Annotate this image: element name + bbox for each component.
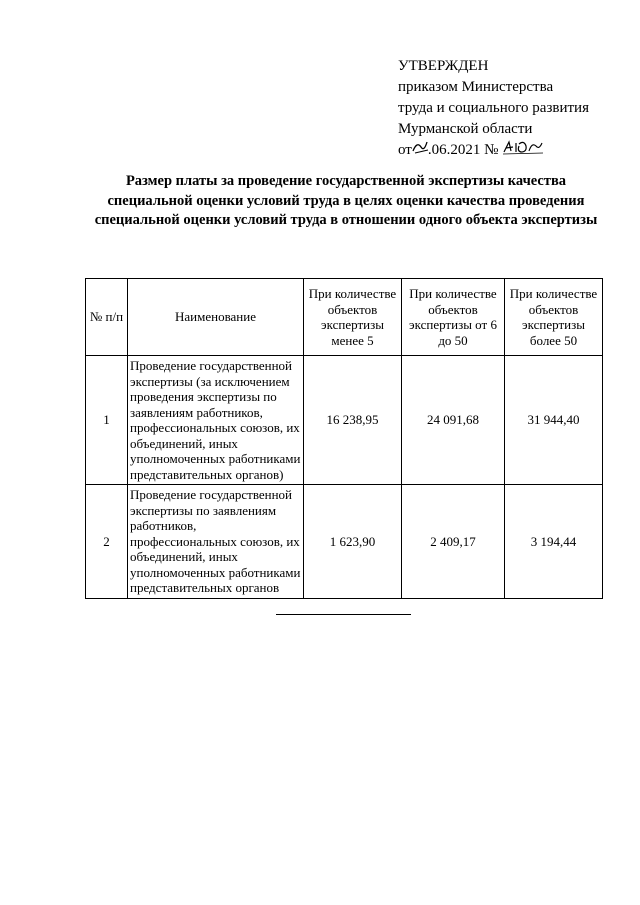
approval-ministry-line: труда и социального развития: [398, 100, 589, 116]
approval-order-line: приказом Министерства: [398, 79, 554, 95]
row-name: Проведение государственной экспертизы (за исключением проведения экспертизы по заявлениям работников, профессиональных союзов, их объединений, иных уполномоченных работниками представительных органов): [128, 356, 304, 485]
row-number: 1: [86, 356, 128, 485]
row-value-6-to-50: 24 091,68: [402, 356, 505, 485]
date-prefix: от: [398, 142, 412, 158]
row-value-less-5: 1 623,90: [304, 485, 402, 599]
table-row: [86, 356, 603, 485]
table-row: [86, 485, 603, 599]
approval-block: [398, 56, 589, 161]
document-title: Размер платы за проведение государственной экспертизы качества специальной оценки условий труда в целях оценки качества проведения специальной оценки условий труда в отношении одного объекта экспертизы: [94, 173, 598, 228]
handwritten-number: [502, 142, 544, 154]
row-value-less-5: 16 238,95: [304, 356, 402, 485]
row-name: Проведение государственной экспертизы по заявлениям работников, профессиональных союзов, их объединений, иных уполномоченных работниками представительных органов: [128, 485, 304, 599]
row-number: 2: [86, 485, 128, 599]
header-6-to-50: При количестве объектов экспертизы от 6 до 50: [402, 279, 505, 356]
handwritten-day: [412, 142, 428, 154]
date-suffix: .06.2021 №: [427, 142, 499, 158]
table-header-row: [86, 279, 603, 356]
header-less-5: При количестве объектов экспертизы менее 5: [304, 279, 402, 356]
row-value-6-to-50: 2 409,17: [402, 485, 505, 599]
header-more-50: При количестве объектов экспертизы более 50: [505, 279, 603, 356]
approval-date-line: [398, 140, 589, 161]
fee-table: [85, 278, 603, 599]
header-num: № п/п: [86, 279, 128, 356]
row-value-more-50: 3 194,44: [505, 485, 603, 599]
closing-divider: [276, 614, 411, 615]
approval-region-line: Мурманской области: [398, 121, 533, 137]
row-value-more-50: 31 944,40: [505, 356, 603, 485]
header-name: Наименование: [128, 279, 304, 356]
approval-title: УТВЕРЖДЕН: [398, 58, 489, 74]
